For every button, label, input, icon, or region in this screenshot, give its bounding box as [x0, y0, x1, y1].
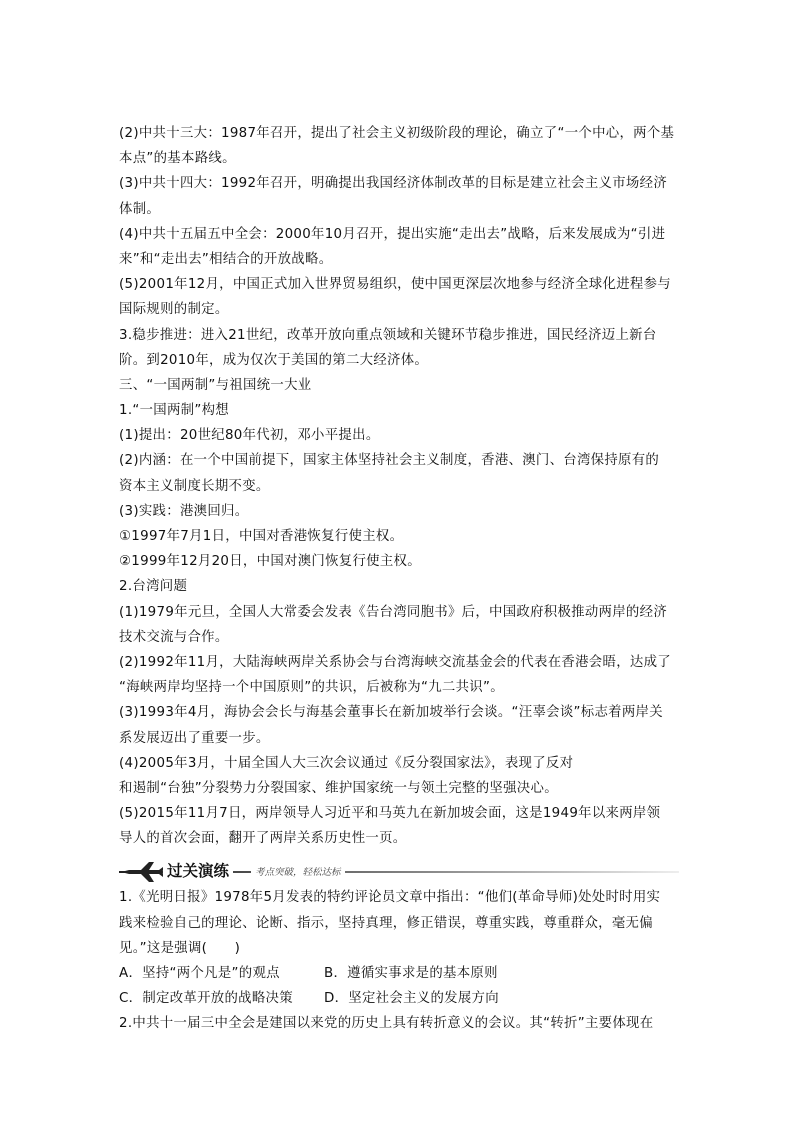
text-line: 阶。到2010年，成为仅次于美国的第二大经济体。	[119, 352, 429, 368]
text-line: 导人的首次会面，翻开了两岸关系历史性一页。	[119, 831, 407, 847]
text-line: (3)实践：港澳回归。	[119, 503, 249, 519]
text-line: ①1997年7月1日，中国对香港恢复行使主权。	[119, 529, 404, 544]
option-d: D．坚定社会主义的发展方向	[324, 991, 499, 1007]
text-line: 体制。	[119, 201, 161, 217]
text-line: 来”和“走出去”相结合的开放战略。	[119, 251, 333, 267]
text-line: 系发展迈出了重要一步。	[119, 730, 270, 746]
exercise-banner	[119, 858, 679, 884]
text-line: (3)中共十四大：1992年召开，明确提出我国经济体制改革的目标是建立社会主义市场经济	[119, 176, 668, 192]
text-line: 本点”的基本路线。	[119, 151, 236, 167]
subsection-heading: 1.“一国两制”构想	[119, 403, 229, 419]
option-c: C．制定改革开放的战略决策	[119, 991, 293, 1007]
question-line: 2.中共十一届三中全会是建国以来党的历史上具有转折意义的会议。其“转折”主要体现在	[119, 1016, 654, 1032]
text-line: 和遏制“台独”分裂势力分裂国家、维护国家统一与领土完整的坚强决心。	[119, 780, 558, 796]
question-line: 践来检验自己的理论、论断、指示，坚持真理，修正错误，尊重实践，尊重群众，毫无偏	[119, 915, 653, 931]
option-row	[119, 986, 679, 1011]
text-line: (1)1979年元旦，全国人大常委会发表《告台湾同胞书》后，中国政府积极推动两岸的经济	[119, 604, 668, 620]
text-line: (5)2001年12月，中国正式加入世界贸易组织，使中国更深层次地参与经济全球化进程参与	[119, 277, 671, 293]
airplane-icon	[119, 859, 165, 883]
text-line: ②1999年12月20日，中国对澳门恢复行使主权。	[119, 554, 421, 570]
text-line: 国际规则的制定。	[119, 302, 229, 318]
text-line: 技术交流与合作。	[119, 629, 229, 645]
text-line: (2)1992年11月，大陆海峡两岸关系协会与台湾海峡交流基金会的代表在香港会晤，达成了	[119, 654, 671, 670]
text-line: 资本主义制度长期不变。	[119, 478, 270, 494]
document-body	[119, 121, 679, 1037]
text-line: “海峡两岸均坚持一个中国原则”的共识，后被称为“九二共识”。	[119, 680, 504, 696]
option-b: B．遵循实事求是的基本原则	[324, 966, 498, 981]
option-a: A．坚持“两个凡是”的观点	[119, 966, 280, 981]
text-line: (5)2015年11月7日，两岸领导人习近平和马英九在新加坡会面，这是1949年以来两岸领	[119, 806, 661, 822]
text-line: (4)中共十五届五中全会：2000年10月召开，提出实施“走出去”战略，后来发展成为“引进	[119, 226, 666, 242]
text-line: (1)提出：20世纪80年代初，邓小平提出。	[119, 428, 380, 444]
subsection-heading: 2.台湾问题	[119, 579, 188, 595]
text-line: (2)中共十三大：1987年召开，提出了社会主义初级阶段的理论，确立了“一个中心，两个基	[119, 126, 675, 141]
option-row	[119, 961, 679, 986]
section-heading: 三、“一国两制”与祖国统一大业	[119, 377, 312, 393]
question-line: 1.《光明日报》1978年5月发表的特约评论员文章中指出：“他们(革命导师)处处时时用实	[119, 890, 661, 906]
text-line: (3)1993年4月，海协会会长与海基会董事长在新加坡举行会谈。“汪辜会谈”标志着两岸关	[119, 705, 663, 721]
banner-title: 过关演练	[163, 858, 233, 884]
text-line: (4)2005年3月，十届全国人大三次会议通过《反分裂国家法》，表现了反对	[119, 755, 574, 771]
text-line: 3.稳步推进：进入21世纪，改革开放向重点领域和关键环节稳步推进，国民经济迈上新台	[119, 327, 657, 343]
question-line: 见。”这是强调( )	[119, 940, 241, 956]
banner-subtitle: 考点突破，轻松达标	[251, 860, 345, 886]
text-line: (2)内涵：在一个中国前提下，国家主体坚持社会主义制度，香港、澳门、台湾保持原有的	[119, 453, 660, 469]
